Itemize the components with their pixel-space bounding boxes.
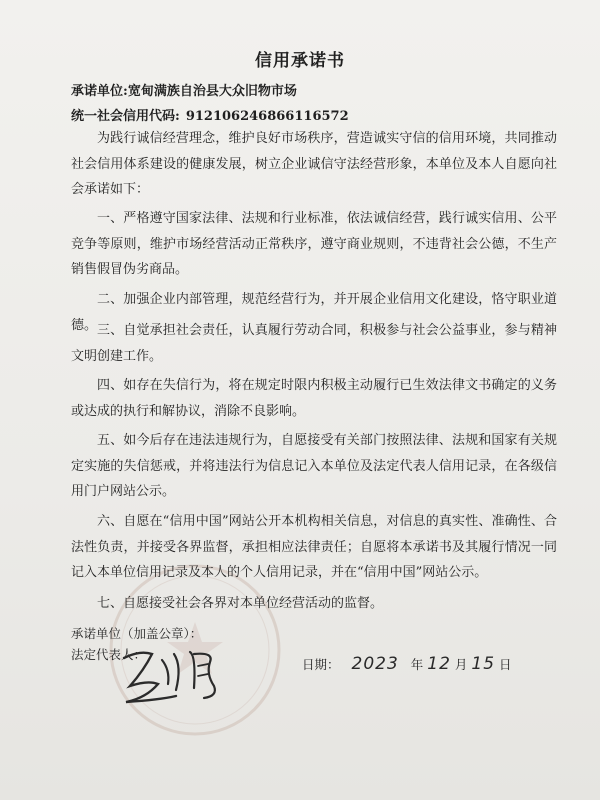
date-line [302, 654, 512, 674]
signature-icon [118, 640, 228, 710]
commitment-1: 一、严格遵守国家法律、法规和行业标准，依法诚信经营，践行诚实信用、公平竞争等原则，维护市场经营活动正常秩序，遵守商业规则，不违背社会公德，不生产销售假冒伪劣商品。 [71, 211, 557, 277]
date-year: 2023 [351, 654, 399, 674]
credit-code-label: 统一社会信用代码: [71, 109, 180, 124]
date-day: 15 [471, 654, 496, 674]
sign-unit-label: 承诺单位（加盖公章）： [71, 626, 203, 641]
legal-rep-label: 法定代表人： [71, 647, 147, 662]
credit-code-line [71, 105, 349, 124]
commitment-2: 二、加强企业内部管理，规范经营行为，并开展企业信用文化建设，恪守职业道德。 [71, 292, 557, 333]
commitment-3: 三、自觉承担社会责任，认真履行劳动合同，积极参与社会公益事业，参与精神文明创建工作。 [71, 323, 557, 364]
unit-name: 宽甸满族自治县大众旧物市场 [127, 84, 297, 99]
date-month: 12 [427, 654, 451, 674]
page-title: 信用承诺书 [255, 51, 345, 71]
commitment-7: 七、自愿接受社会各界对本单位经营活动的监督。 [97, 596, 384, 611]
date-label: 日期： [302, 657, 340, 672]
commitment-5: 五、如今后存在违法违规行为，自愿接受有关部门按照法律、法规和国家有关规定实施的失信惩戒，并将违法行为信息记入本单位及法定代表人信用记录，在各级信用门户网站公示。 [71, 433, 557, 499]
commitment-4: 四、如存在失信行为，将在规定时限内积极主动履行已生效法律文书确定的义务或达成的执行和解协议，消除不良影响。 [71, 378, 557, 419]
date-month-char: 月 [454, 657, 468, 672]
credit-code-value: 912106246866116572 [185, 109, 349, 124]
date-day-char: 日 [499, 657, 512, 672]
unit-label: 承诺单位: [71, 84, 128, 99]
unit-line [71, 80, 297, 99]
date-year-char: 年 [410, 657, 424, 672]
commitment-6: 六、自愿在“信用中国”网站公开本机构相关信息，对信息的真实性、准确性、合法性负责，并接受各界监督，承担相应法律责任；自愿将本承诺书及其履行情况一同记入本单位信用记录及本人的个人信用记录，并在“信用中国”网站公示。 [71, 514, 557, 580]
intro-paragraph: 为践行诚信经营理念，维护良好市场秩序，营造诚实守信的信用环境，共同推动社会信用体系建设的健康发展，树立企业诚信守法经营形象，本单位及本人自愿向社会承诺如下： [71, 131, 557, 197]
